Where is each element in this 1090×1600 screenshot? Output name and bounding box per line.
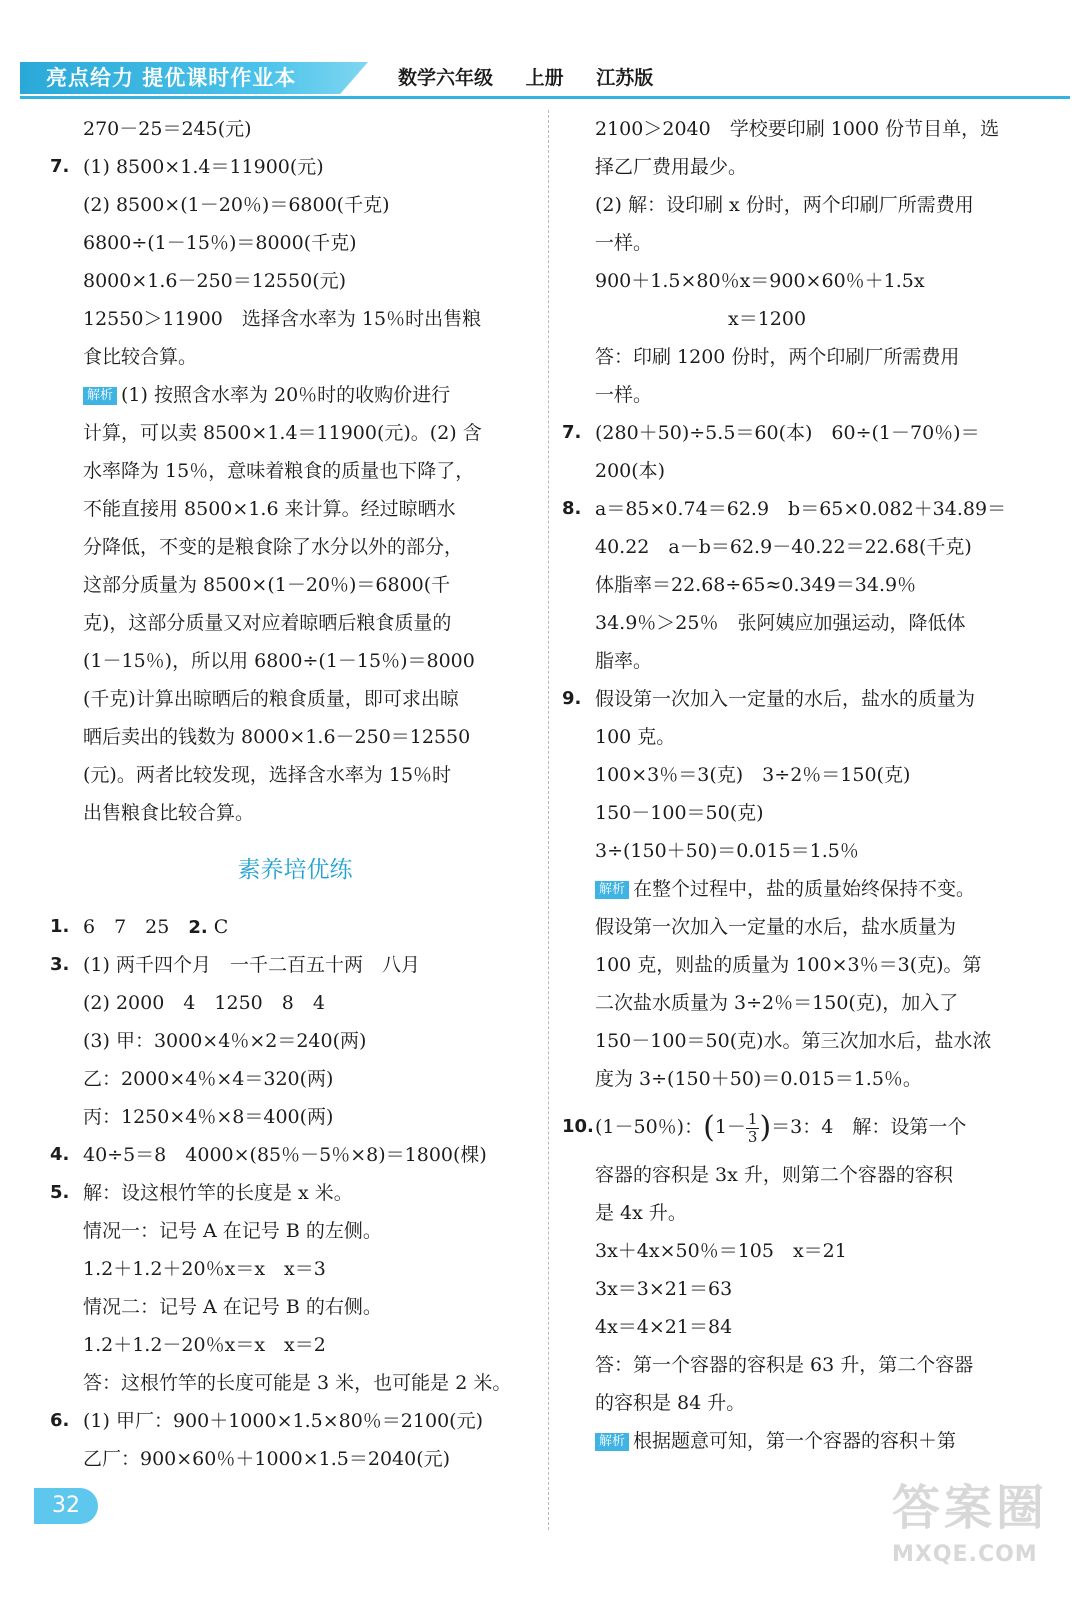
question-number: 1. — [50, 916, 70, 937]
answer-text: (千克)计算出晾晒后的粮食质量，即可求出晾 — [83, 688, 459, 710]
answer-text: 解：设这根竹竿的长度是 x 米。 — [83, 1182, 353, 1204]
answer-text: (2) 8500×(1－20％)＝6800(千克) — [83, 194, 390, 216]
answer-text: (1) 两千四个月 一千二百五十两 八月 — [83, 954, 420, 976]
answer-text: (1) 甲厂：900＋1000×1.5×80％＝2100(元) — [83, 1410, 483, 1432]
answer-text: 的容积是 84 升。 — [595, 1392, 746, 1414]
answer-text: 150－100＝50(克)水。第三次加水后，盐水浓 — [595, 1030, 992, 1052]
answer-text: 答：第一个容器的容积是 63 升，第二个容器 — [595, 1354, 974, 1376]
answer-line — [50, 1136, 540, 1174]
question-number: 4. — [50, 1144, 70, 1165]
answer-line — [562, 262, 1052, 300]
question-number: 7. — [562, 422, 582, 443]
header-volume: 上册 — [525, 67, 564, 89]
answer-text: 这部分质量为 8500×(1－20％)＝6800(千 — [83, 574, 451, 596]
answer-line — [562, 566, 1052, 604]
answer-line — [562, 148, 1052, 186]
answer-line — [562, 984, 1052, 1022]
question-number: 3. — [50, 954, 70, 975]
answer-text: (1－15％)，所以用 6800÷(1－15％)＝8000 — [83, 650, 475, 672]
answer-line — [50, 1174, 540, 1212]
answer-line — [50, 1250, 540, 1288]
answer-line — [50, 1022, 540, 1060]
answer-text: 8000×1.6－250＝12550(元) — [83, 270, 347, 292]
answer-text: 40÷5＝8 4000×(85％－5％×8)＝1800(棵) — [83, 1144, 487, 1166]
fraction — [746, 1111, 760, 1146]
answer-text: 6 7 25 2. C — [83, 916, 229, 938]
question-number: 6. — [50, 1410, 70, 1431]
answer-line — [50, 680, 540, 718]
answer-text: 12550＞11900 选择含水率为 15％时出售粮 — [83, 308, 482, 330]
answer-text: 晒后卖出的钱数为 8000×1.6－250＝12550 — [83, 726, 471, 748]
answer-text: (1) 8500×1.4＝11900(元) — [83, 156, 324, 178]
answer-line — [562, 1308, 1052, 1346]
answer-line — [562, 1194, 1052, 1232]
answer-text: 度为 3÷(150＋50)＝0.015＝1.5％。 — [595, 1068, 922, 1090]
right-answers-part1 — [562, 110, 1052, 1098]
answer-text: 根据题意可知，第一个容器的容积＋第 — [633, 1430, 957, 1452]
answer-text: 二次盐水质量为 3÷2％＝150(克)，加入了 — [595, 992, 959, 1014]
right-column — [562, 110, 1052, 1460]
section-title: 素养培优练 — [237, 857, 353, 883]
answer-line — [562, 490, 1052, 528]
header-subtitle — [398, 62, 679, 94]
answer-line — [562, 1346, 1052, 1384]
watermark-logo — [892, 1478, 1070, 1588]
answer-text: 是 4x 升。 — [595, 1202, 687, 1224]
answer-text: 4x＝4×21＝84 — [595, 1316, 733, 1338]
answer-text: 40.22 a－b＝62.9－40.22＝22.68(千克) — [595, 536, 972, 558]
header-rule — [20, 96, 1070, 99]
answer-line — [562, 908, 1052, 946]
answer-text: 100 克。 — [595, 726, 676, 748]
answer-line — [562, 376, 1052, 414]
answer-text: (3) 甲：3000×4％×2＝240(两) — [83, 1030, 367, 1052]
answer-line — [50, 148, 540, 186]
page-number-badge: 32 — [34, 1488, 98, 1524]
answer-text: 假设第一次加入一定量的水后，盐水的质量为 — [595, 688, 976, 710]
q10-pre: (1－50％)： — [595, 1116, 704, 1138]
answer-line — [562, 414, 1052, 452]
answer-text: 3÷(150＋50)＝0.015＝1.5％ — [595, 840, 859, 862]
answer-line — [562, 1022, 1052, 1060]
answer-line — [50, 718, 540, 756]
answer-text: 丙：1250×4％×8＝400(两) — [83, 1106, 334, 1128]
answer-line — [50, 1326, 540, 1364]
answer-text: 乙厂：900×60％＋1000×1.5＝2040(元) — [83, 1448, 451, 1470]
answer-line — [50, 186, 540, 224]
answer-text: 3x＝3×21＝63 — [595, 1278, 733, 1300]
answer-text: 34.9％＞25％ 张阿姨应加强运动，降低体 — [595, 612, 966, 634]
answer-line — [50, 794, 540, 832]
question-10-line: 10. (1－50％)：(1－ $\frac{1}{3}$ )＝3：4 解：设第一个 — [562, 1109, 967, 1146]
left-paren: ( — [703, 1110, 715, 1145]
answer-line — [50, 110, 540, 148]
question-number: 7. — [50, 156, 70, 177]
answer-text: (元)。两者比较发现，选择含水率为 15％时 — [83, 764, 452, 786]
left-answers-part2 — [50, 908, 540, 1478]
answer-line — [50, 224, 540, 262]
answer-text: 3x＋4x×50％＝105 x＝21 — [595, 1240, 847, 1262]
answer-text: 一样。 — [595, 384, 653, 406]
answer-line — [50, 1364, 540, 1402]
answer-text: (1) 按照含水率为 20％时的收购价进行 — [121, 384, 451, 406]
answer-text: 100×3％＝3(克) 3÷2％＝150(克) — [595, 764, 911, 786]
answer-line — [562, 1232, 1052, 1270]
question-number: 5. — [50, 1182, 70, 1203]
answer-text: 假设第一次加入一定量的水后，盐水质量为 — [595, 916, 957, 938]
fraction-numerator: 1 — [747, 1109, 758, 1128]
column-divider — [548, 110, 549, 1530]
answer-line — [50, 756, 540, 794]
answer-line — [562, 1156, 1052, 1194]
answer-text: 200(本) — [595, 460, 666, 482]
answer-line — [50, 338, 540, 376]
answer-text: 出售粮食比较合算。 — [83, 802, 255, 824]
answer-text: 答：印刷 1200 份时，两个印刷厂所需费用 — [595, 346, 960, 368]
answer-line — [50, 908, 540, 946]
answer-line — [562, 1060, 1052, 1098]
answer-line — [50, 452, 540, 490]
answer-line — [562, 1422, 1052, 1460]
answer-line — [562, 1384, 1052, 1422]
answer-text: 情况一：记号 A 在记号 B 的左侧。 — [83, 1220, 382, 1242]
answer-line — [50, 1288, 540, 1326]
left-column — [50, 110, 540, 1478]
answer-line — [562, 870, 1052, 908]
answer-line — [562, 300, 1052, 338]
answer-line — [50, 1212, 540, 1250]
answer-line — [562, 604, 1052, 642]
answer-line — [562, 680, 1052, 718]
answer-line — [562, 1270, 1052, 1308]
answer-text: 计算，可以卖 8500×1.4＝11900(元)。(2) 含 — [83, 422, 482, 444]
answer-line — [50, 984, 540, 1022]
answer-line — [562, 224, 1052, 262]
answer-line — [50, 1402, 540, 1440]
analysis-tag: 解析 — [595, 1433, 629, 1451]
answer-text: (2) 解：设印刷 x 份时，两个印刷厂所需费用 — [595, 194, 974, 216]
answer-line — [50, 642, 540, 680]
answer-text: 容器的容积是 3x 升，则第二个容器的容积 — [595, 1164, 953, 1186]
answer-line — [50, 1440, 540, 1478]
answer-line — [50, 946, 540, 984]
answer-text: 2100＞2040 学校要印刷 1000 份节目单，选 — [595, 118, 1000, 140]
answer-text: 体脂率＝22.68÷65≈0.349＝34.9％ — [595, 574, 917, 596]
answer-line — [50, 1098, 540, 1136]
answer-text: 食比较合算。 — [83, 346, 198, 368]
answer-line — [562, 946, 1052, 984]
answer-text: 情况二：记号 A 在记号 B 的右侧。 — [83, 1296, 382, 1318]
question-number: 8. — [562, 498, 582, 519]
answer-line — [562, 110, 1052, 148]
answer-text: 乙：2000×4％×4＝320(两) — [83, 1068, 334, 1090]
answer-text: 100 克，则盐的质量为 100×3％＝3(克)。第 — [595, 954, 982, 976]
answer-text: 150－100＝50(克) — [595, 802, 764, 824]
answer-line — [562, 794, 1052, 832]
header-subject: 数学六年级 — [398, 67, 494, 89]
answer-line — [562, 452, 1052, 490]
answer-text: (280＋50)÷5.5＝60(本) 60÷(1－70％)＝ — [595, 422, 980, 444]
answer-line — [50, 262, 540, 300]
answer-text: x＝1200 — [595, 308, 807, 330]
answer-line — [562, 186, 1052, 224]
answer-text: 1.2＋1.2－20％x＝x x＝2 — [83, 1334, 326, 1356]
answer-line — [562, 528, 1052, 566]
answer-text: 答：这根竹竿的长度可能是 3 米，也可能是 2 米。 — [83, 1372, 512, 1394]
fraction-denominator: 3 — [747, 1127, 758, 1146]
answer-line — [562, 338, 1052, 376]
answer-line — [50, 604, 540, 642]
answer-text: 900＋1.5×80％x＝900×60％＋1.5x — [595, 270, 925, 292]
header-band-title: 亮点给力 提优课时作业本 — [46, 66, 297, 90]
watermark-text: 答案圈 — [892, 1480, 1049, 1536]
question-number: 10. — [562, 1116, 594, 1137]
watermark-url: MXQE.COM — [892, 1542, 1038, 1567]
answer-line — [50, 490, 540, 528]
answer-line — [562, 642, 1052, 680]
answer-text: 不能直接用 8500×1.6 来计算。经过晾晒水 — [83, 498, 456, 520]
answer-text: 一样。 — [595, 232, 653, 254]
header-edition: 江苏版 — [596, 67, 654, 89]
answer-line — [562, 832, 1052, 870]
answer-line — [562, 718, 1052, 756]
answer-text: 水率降为 15％，意味着粮食的质量也下降了， — [83, 460, 475, 482]
left-answers-part1 — [50, 110, 540, 832]
answer-text: 择乙厂费用最少。 — [595, 156, 748, 178]
answer-line — [50, 376, 540, 414]
right-paren: ) — [759, 1110, 772, 1145]
question-number: 9. — [562, 688, 582, 709]
analysis-tag: 解析 — [595, 881, 629, 899]
answer-text: 脂率。 — [595, 650, 653, 672]
answer-text: 6800÷(1－15％)＝8000(千克) — [83, 232, 357, 254]
answer-text: a＝85×0.74＝62.9 b＝65×0.082＋34.89＝ — [595, 498, 1007, 520]
answer-text: 1.2＋1.2＋20％x＝x x＝3 — [83, 1258, 326, 1280]
right-answers-part2 — [562, 1156, 1052, 1460]
answer-text: 在整个过程中，盐的质量始终保持不变。 — [633, 878, 976, 900]
answer-text: 克)，这部分质量又对应着晾晒后粮食质量的 — [83, 612, 452, 634]
q10-post: ＝3：4 解：设第一个 — [771, 1116, 967, 1138]
answer-line — [50, 528, 540, 566]
answer-line — [562, 756, 1052, 794]
answer-line — [50, 414, 540, 452]
analysis-tag: 解析 — [83, 387, 117, 405]
answer-text: (2) 2000 4 1250 8 4 — [83, 992, 325, 1014]
answer-text: 270－25＝245(元) — [83, 118, 252, 140]
answer-line — [50, 300, 540, 338]
answer-text: 分降低，不变的是粮食除了水分以外的部分， — [83, 536, 464, 558]
answer-line — [50, 566, 540, 604]
answer-line — [50, 1060, 540, 1098]
